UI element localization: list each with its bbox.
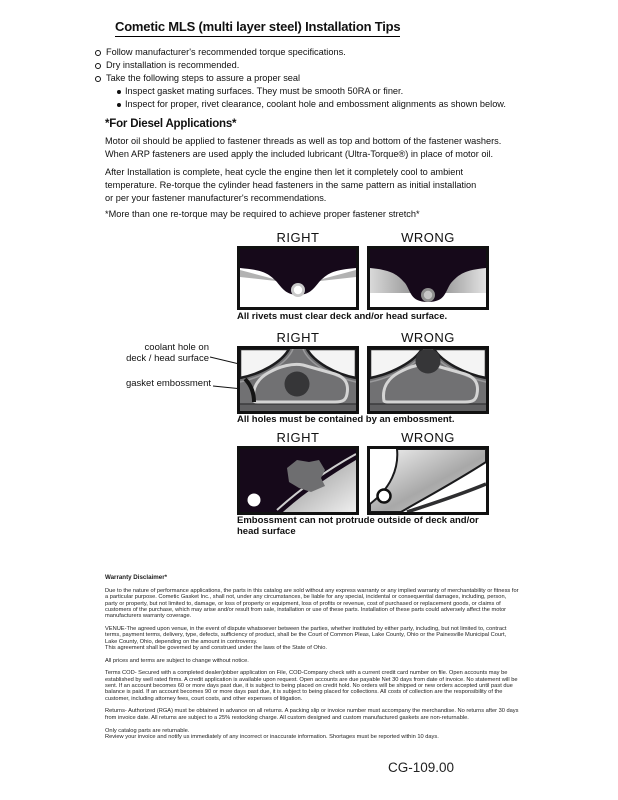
wrong-label: WRONG — [401, 330, 455, 345]
circle-bullet-icon — [95, 50, 101, 56]
holes-wrong-icon — [367, 346, 489, 414]
prices-paragraph: All prices and terms are subject to change without notice. — [105, 657, 249, 664]
bullet-text: Take the following steps to assure a proper seal — [106, 73, 301, 83]
holes-right-figure — [237, 331, 359, 414]
paragraph-line: or per your fastener manufacturer's recommendations. — [105, 192, 327, 203]
right-label: RIGHT — [276, 330, 320, 345]
warranty-heading: Warranty Disclaimer* — [105, 574, 168, 581]
circle-bullet-icon — [95, 63, 101, 69]
rivet-clearance-right-icon — [237, 246, 359, 310]
protrusion-right-icon — [237, 446, 359, 515]
right-label: RIGHT — [276, 230, 320, 245]
page-code: CG-109.00 — [388, 760, 455, 775]
paragraph-line: When ARP fasteners are used apply the included lubricant (Ultra-Torque®) in place of motor oil. — [105, 148, 494, 159]
holes-caption: All holes must be contained by an embossment. — [237, 414, 455, 425]
catalog-parts-paragraph: Only catalog parts are returnable. — [105, 727, 190, 734]
coolant-hole-annotation: coolant hole on deck / head surface — [126, 342, 209, 364]
hole-embossment-diagrams — [237, 331, 489, 414]
protrusion-wrong-icon — [367, 446, 489, 515]
holes-right-icon — [237, 346, 359, 414]
review-invoice-paragraph: Review your invoice and notify us immediately of any incorrect or inaccurate information. Shortages must be reported within 10 days. — [105, 733, 439, 740]
page-title: Cometic MLS (multi layer steel) Installation Tips — [115, 19, 400, 37]
rivet-caption: All rivets must clear deck and/or head surface. — [237, 311, 448, 322]
rivet-clearance-diagrams — [237, 231, 489, 310]
coolant-hole-icon — [285, 372, 310, 397]
paragraph-line: After Installation is complete, heat cycle the engine then let it completely cool to ambient — [105, 167, 463, 177]
list-item — [117, 85, 555, 98]
list-item — [117, 98, 555, 111]
coolant-hole-icon — [416, 349, 441, 374]
retorque-note: *More than one re-torque may be required to achieve proper fastener stretch* — [105, 209, 420, 219]
holes-wrong-figure — [367, 331, 489, 414]
right-label: RIGHT — [276, 430, 320, 445]
protrusion-diagrams — [237, 431, 489, 515]
heat-cycle-paragraph — [105, 166, 575, 204]
bolt-hole-icon — [248, 494, 261, 507]
bullet-text: Inspect gasket mating surfaces. They must be smooth 50RA or finer. — [125, 86, 404, 96]
protrusion-right-figure — [237, 431, 359, 515]
protrusion-wrong-figure — [367, 431, 489, 515]
rivet-wrong-figure — [367, 231, 489, 310]
gasket-embossment-annotation: gasket embossment — [125, 378, 211, 389]
warranty-disclaimer — [105, 574, 519, 747]
paragraph-line: Motor oil should be applied to fastener threads as well as top and bottom of the fastener washers. — [105, 136, 502, 146]
dot-bullet-icon — [117, 103, 121, 107]
rivet-clearance-wrong-icon — [367, 246, 489, 310]
rivet-right-figure — [237, 231, 359, 310]
returns-paragraph: Returns- Authorized (RGA) must be obtained in advance on all returns. A packing slip or invoice number must accompany the merchandise. No returns after 30 days from invoice date. All returns are subject to a 25% restocking charge. All custom designed and custom manufactured gaskets are non-returnable. — [105, 708, 519, 721]
diesel-section-heading: *For Diesel Applications* — [105, 118, 237, 130]
protrusion-caption: Embossment can not protrude outside of deck and/or head surface — [237, 515, 479, 537]
dot-bullet-icon — [117, 90, 121, 94]
list-item — [95, 72, 555, 85]
list-item — [95, 46, 555, 59]
bolt-hole-icon — [378, 490, 391, 503]
warranty-paragraph: Due to the nature of performance applications, the parts in this catalog are sold without any express warranty or any implied warranty of merchantability or fitness for a particular purpose. Cometic Gasket Inc., shall not, under any circumstances, be liable for any special, incidental or consequential damages, including, person, party or property, but not limited to, damage, or loss of property or equipment, loss of profits or revenue, cost of purchased or replacement goods, or claims of customers of the purchase, which may arise and/or result from sale, installation or use of these parts. Installation of these parts could adversely affect the motor manufacturers warranty coverage. — [105, 588, 519, 620]
paragraph-line: temperature. Re-torque the cylinder head fasteners in the same pattern as initial installation — [105, 179, 477, 190]
list-item — [95, 59, 555, 72]
governing-law-paragraph: This agreement shall be governed by and construed under the laws of the State of Ohio. — [105, 644, 327, 651]
terms-cod-paragraph: Terms COD- Secured with a completed dealer/jobber application on File, COD-Company check with a current credit card number on file. Open accounts may be established by well rated firms. A credit application is available upon request. Open accounts are due payable Net 30 days from date of invoice. No statement will be sent. If an account becomes 60 or more days past due, it is subject to being placed on credit hold. No orders will be shipped or new orders accepted until past due balance is paid. If an account becomes 90 or more days past due, it is subject to being placed for collections. All costs of collection are the responsibility of the customer, including attorney fees, court costs, and other expenses of litigation. — [105, 670, 518, 702]
installation-tips-list — [95, 46, 555, 111]
circle-bullet-icon — [95, 76, 101, 82]
bullet-text: Follow manufacturer's recommended torque specifications. — [106, 47, 346, 57]
wrong-label: WRONG — [401, 430, 455, 445]
wrong-label: WRONG — [401, 230, 455, 245]
diesel-paragraph — [105, 135, 575, 161]
bullet-text: Dry installation is recommended. — [106, 60, 240, 70]
bullet-text: Inspect for proper, rivet clearance, coolant hole and embossment alignments as shown below. — [125, 99, 506, 109]
venue-paragraph: VENUE-The agreed upon venue, in the event of dispute whatsoever between the parties, whether instituted by either party, including, but not limited to, contract terms, payment terms, delivery, type, defects, sufficiency of product, shall be the Court of Common Pleas, Lake County, Ohio or the Painesville Municipal Court, Lake County, Ohio, depending on the amount in controversy. — [105, 625, 507, 645]
